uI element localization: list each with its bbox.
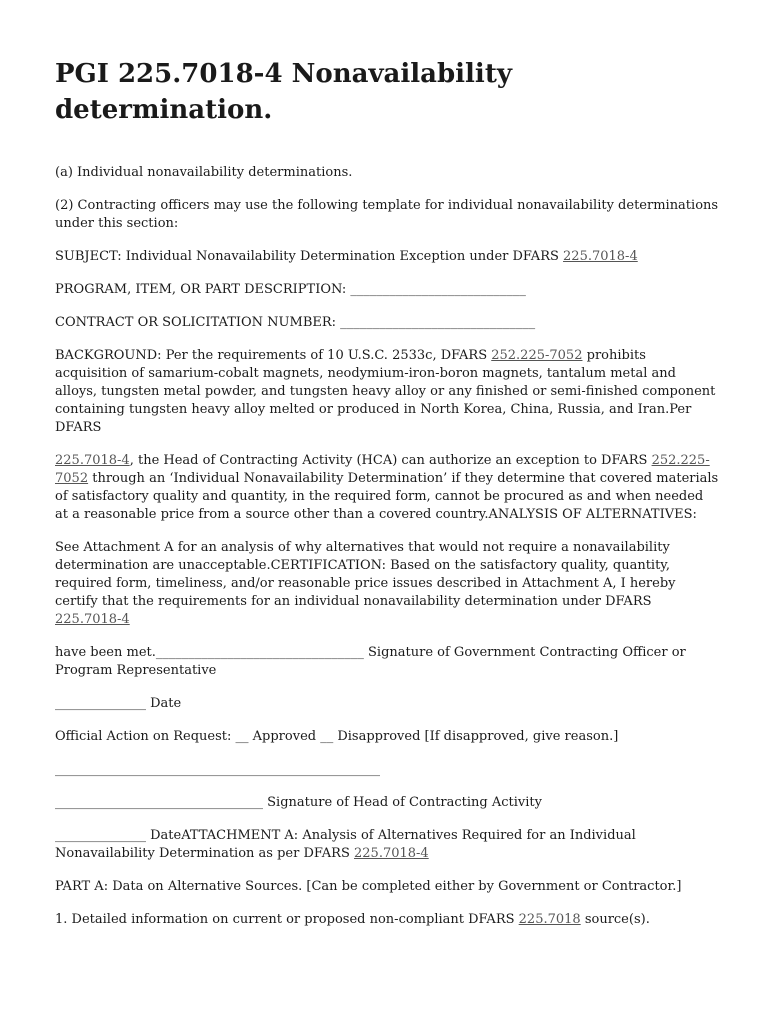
- hca-text-middle: , the Head of Contracting Activity (HCA) can authorize an exception to DFARS: [129, 453, 652, 468]
- paragraph-individual-determinations: (a) Individual nonavailability determinations.: [55, 165, 353, 180]
- link-225-7018-4[interactable]: 225.7018-4: [563, 249, 638, 264]
- paragraph-signature-officer: have been met.________________________________ Signature of Government Contracting Officer or Program Representative: [55, 645, 686, 678]
- link-225-7018-4[interactable]: 225.7018-4: [354, 846, 429, 861]
- paragraph-reason-line: __________________________________________________: [55, 762, 380, 777]
- hca-text-end: through an ‘Individual Nonavailability Determination’ if they determine that covered materials of satisfactory quality and quantity, in the required form, cannot be procured as and when needed at a reasonable price from a source other than a covered country.ANALYSIS OF ALTERNATIVES:: [55, 471, 719, 522]
- paragraph-template-intro: (2) Contracting officers may use the following template for individual nonavailability determinations under this section:: [55, 198, 719, 231]
- paragraph-subject: [55, 248, 720, 266]
- link-225-7018[interactable]: 225.7018: [518, 912, 581, 927]
- background-text-end: prohibits acquisition of samarium-cobalt magnets, neodymium-iron-boron magnets, tantalum metal and alloys, tungsten metal powder, and tungsten heavy alloy or any finished or semi-finished component containing tungsten heavy alloy melted or produced in North Korea, China, Russia, and Iran.Per DFARS: [55, 348, 716, 435]
- subject-text: SUBJECT: Individual Nonavailability Determination Exception under DFARS: [55, 249, 564, 264]
- paragraph-program-description: PROGRAM, ITEM, OR PART DESCRIPTION: ___________________________: [55, 282, 526, 297]
- detailed-info-text-end: source(s).: [580, 912, 650, 927]
- detailed-info-text-start: 1. Detailed information on current or proposed non-compliant DFARS: [55, 912, 519, 927]
- page-title: PGI 225.7018-4 Nonavailability determination.: [55, 59, 512, 125]
- paragraph-contract-number: CONTRACT OR SOLICITATION NUMBER: ______________________________: [55, 315, 536, 330]
- link-252-225-7052[interactable]: 252.225-7052: [55, 453, 710, 486]
- paragraph-signature-hca: ________________________________ Signature of Head of Contracting Activity: [55, 795, 542, 810]
- link-225-7018-4[interactable]: 225.7018-4: [55, 612, 130, 627]
- background-text-start: BACKGROUND: Per the requirements of 10 U.S.C. 2533c, DFARS: [55, 348, 492, 363]
- document-body: [55, 56, 720, 944]
- paragraph-background: [55, 347, 720, 437]
- attachment-text: ______________ DateATTACHMENT A: Analysis of Alternatives Required for an Individual Nonavailability Determination as per DFARS: [55, 828, 636, 861]
- paragraph-certification: [55, 539, 720, 629]
- link-225-7018-4[interactable]: 225.7018-4: [55, 453, 130, 468]
- paragraph-detailed-information: [55, 911, 720, 929]
- paragraph-attachment-a: [55, 827, 720, 863]
- paragraph-official-action: Official Action on Request: __ Approved __ Disapproved [If disapproved, give reason.]: [55, 729, 619, 744]
- paragraph-hca-exception: [55, 452, 720, 524]
- paragraph-part-a: PART A: Data on Alternative Sources. [Can be completed either by Government or Contractor.]: [55, 879, 682, 894]
- paragraph-date-line: ______________ Date: [55, 696, 182, 711]
- link-252-225-7052[interactable]: 252.225-7052: [491, 348, 583, 363]
- certification-text: See Attachment A for an analysis of why alternatives that would not require a nonavailability determination are unacceptable.CERTIFICATION: Based on the satisfactory quality, quantity, required form, timeliness, and/or reasonable price issues described in Attachment A, I hereby certify that the requirements for an individual nonavailability determination under DFARS: [55, 540, 676, 609]
